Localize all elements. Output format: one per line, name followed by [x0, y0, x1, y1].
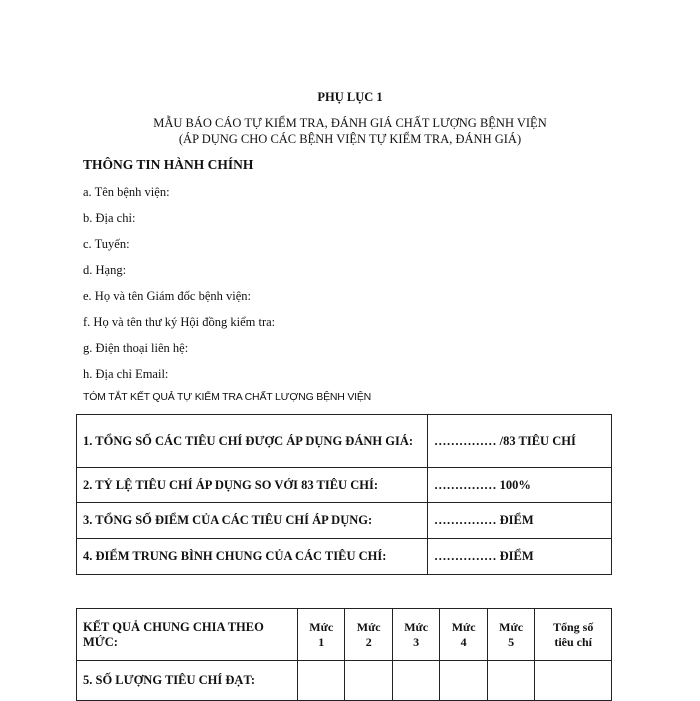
summary-row	[77, 468, 612, 503]
summary-row-label: 3. TỔNG SỐ ĐIỂM CỦA CÁC TIÊU CHÍ ÁP DỤNG:	[77, 503, 428, 539]
results-cell	[487, 661, 534, 701]
results-header-label: KẾT QUẢ CHUNG CHIA THEO MỨC:	[77, 609, 298, 661]
results-cell	[535, 661, 612, 701]
level-header-number: 3	[413, 634, 420, 649]
report-subtitle: (ÁP DỤNG CHO CÁC BỆNH VIỆN TỰ KIỂM TRA, ĐÁNH GIÁ)	[178, 132, 522, 146]
results-cell	[345, 661, 392, 701]
results-row	[77, 661, 612, 701]
results-header-row	[77, 609, 612, 661]
summary-table	[76, 414, 612, 575]
field-hospital-name: a. Tên bệnh viện:	[83, 185, 170, 199]
level-header-number: 4	[460, 634, 467, 649]
level-header-2	[345, 609, 392, 661]
summary-row	[77, 503, 612, 539]
total-criteria-header	[535, 609, 612, 661]
field-email: h. Địa chỉ Email:	[83, 367, 169, 381]
results-cell	[440, 661, 487, 701]
report-title: MẪU BÁO CÁO TỰ KIỂM TRA, ĐÁNH GIÁ CHẤT LƯỢNG BỆNH VIỆN	[153, 116, 547, 130]
summary-heading: TÓM TẮT KẾT QUẢ TỰ KIỂM TRA CHẤT LƯỢNG BỆNH VIỆN	[83, 391, 372, 403]
level-header-text: Mức	[404, 619, 429, 634]
level-header-text: Mức	[309, 619, 334, 634]
level-header-number: tiêu chí	[554, 634, 592, 649]
appendix-title: PHỤ LỤC 1	[317, 90, 383, 104]
results-cell	[392, 661, 439, 701]
summary-row-value: …………… 100%	[428, 468, 612, 503]
level-header-text: Mức	[499, 619, 524, 634]
summary-row	[77, 539, 612, 575]
level-header-5	[487, 609, 534, 661]
summary-row-value: …………… /83 TIÊU CHÍ	[428, 415, 612, 468]
level-header-1	[298, 609, 345, 661]
field-phone: g. Điện thoại liên hệ:	[83, 341, 189, 355]
summary-row-label: 2. TỶ LỆ TIÊU CHÍ ÁP DỤNG SO VỚI 83 TIÊU CHÍ:	[77, 468, 428, 503]
summary-row-value: …………… ĐIỂM	[428, 539, 612, 575]
level-header-text: Mức	[451, 619, 476, 634]
level-header-number: 1	[318, 634, 325, 649]
level-header-text: Mức	[356, 619, 381, 634]
admin-info-heading: THÔNG TIN HÀNH CHÍNH	[83, 157, 254, 172]
level-header-4	[440, 609, 487, 661]
field-tier: c. Tuyến:	[83, 237, 130, 251]
field-address: b. Địa chỉ:	[83, 211, 136, 225]
field-rank: d. Hạng:	[83, 263, 127, 277]
summary-row-label: 1. TỔNG SỐ CÁC TIÊU CHÍ ĐƯỢC ÁP DỤNG ĐÁNH GIÁ:	[77, 415, 428, 468]
field-director-name: e. Họ và tên Giám đốc bệnh viện:	[83, 289, 252, 303]
summary-row-value: …………… ĐIỂM	[428, 503, 612, 539]
field-secretary-name: f. Họ và tên thư ký Hội đồng kiểm tra:	[83, 315, 276, 329]
results-cell	[298, 661, 345, 701]
results-row-label: 5. SỐ LƯỢNG TIÊU CHÍ ĐẠT:	[77, 661, 298, 701]
summary-row	[77, 415, 612, 468]
level-header-text: Tổng số	[552, 619, 594, 634]
summary-row-label: 4. ĐIỂM TRUNG BÌNH CHUNG CỦA CÁC TIÊU CHÍ:	[77, 539, 428, 575]
level-header-number: 5	[508, 634, 515, 649]
results-table	[76, 608, 612, 701]
level-header-3	[392, 609, 439, 661]
level-header-number: 2	[365, 634, 372, 649]
